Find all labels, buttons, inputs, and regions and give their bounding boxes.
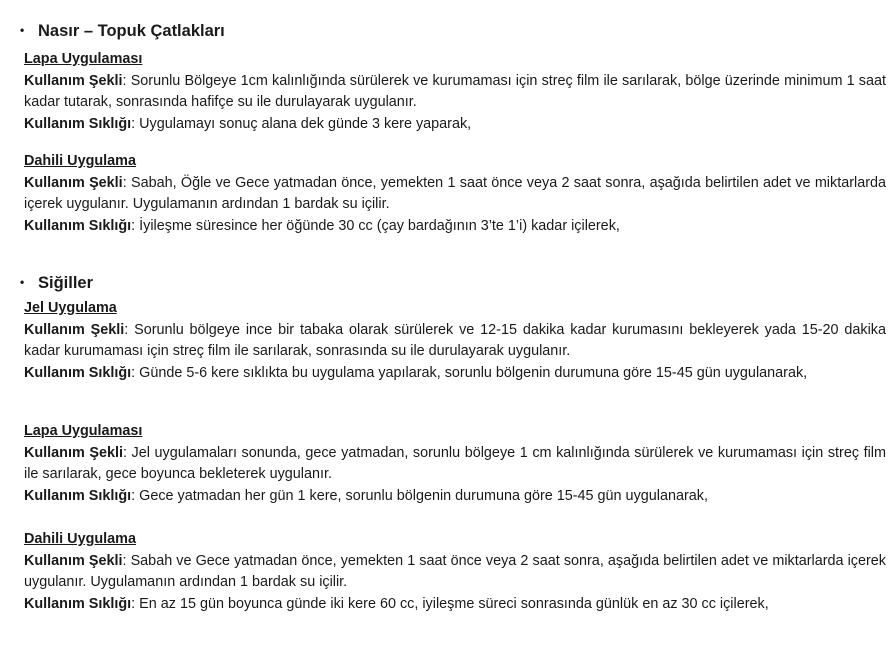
- usage-text: : Jel uygulamaları sonunda, gece yatmadan, sorunlu bölgeye 1 cm kalınlığında sürülerek ve kurumaması için streç film ile sarılarak, gece boyunca bekleterek uygulanır.: [24, 444, 886, 483]
- frequency-paragraph: [24, 114, 886, 136]
- frequency-label: Kullanım Sıklığı: [24, 218, 132, 235]
- frequency-text: : Gece yatmadan her gün 1 kere, sorunlu bölgenin durumuna göre 15-45 gün uygulanarak,: [131, 488, 708, 505]
- usage-paragraph: [24, 320, 886, 363]
- usage-label: Kullanım Şekli: [24, 444, 123, 461]
- frequency-paragraph: [24, 594, 886, 616]
- frequency-paragraph: [24, 363, 886, 385]
- section-title: Siğiller: [38, 274, 94, 292]
- bullet-icon: •: [20, 275, 25, 289]
- frequency-text: : Uygulamayı sonuç alana dek günde 3 kere yaparak,: [131, 116, 472, 133]
- section-title: Nasır – Topuk Çatlakları: [38, 22, 225, 40]
- dahili-uygulama-block: [24, 529, 886, 616]
- usage-paragraph: [24, 551, 886, 594]
- lapa-uygulamasi-block: [24, 49, 886, 136]
- usage-paragraph: [24, 443, 886, 486]
- frequency-label: Kullanım Sıklığı: [24, 596, 132, 613]
- usage-text: : Sorunlu Bölgeye 1cm kalınlığında sürülerek ve kurumaması için streç film ile sarılarak, bölge üzerinde minimum 1 saat kadar tutarak, sonrasında hafifçe su ile durulayarak uygulanır.: [24, 72, 886, 111]
- block-subtitle: Jel Uygulama: [24, 300, 117, 316]
- usage-text: : Sabah, Öğle ve Gece yatmadan önce, yemekten 1 saat önce veya 2 saat sonra, aşağıda belirtilen adet ve miktarlarda içerek uygulanır. Uygulamanın ardından 1 bardak su içilir.: [24, 174, 886, 213]
- section-heading-nasir: [20, 20, 225, 41]
- block-subtitle: Dahili Uygulama: [24, 153, 136, 169]
- usage-text: : Sorunlu bölgeye ince bir tabaka olarak sürülerek ve 12-15 dakika kadar kurumasını bekleyerek yada 15-20 dakika kadar kurumaması için streç film ile sarılarak, sonrasında su ile durulayarak uygulanır.: [24, 321, 886, 360]
- usage-label: Kullanım Şekli: [24, 72, 123, 89]
- frequency-label: Kullanım Sıklığı: [24, 365, 132, 382]
- usage-paragraph: [24, 173, 886, 216]
- usage-label: Kullanım Şekli: [24, 552, 123, 569]
- frequency-label: Kullanım Sıklığı: [24, 488, 132, 505]
- frequency-text: : İyileşme süresince her öğünde 30 cc (çay bardağının 3’te 1’i) kadar içilerek,: [131, 218, 620, 235]
- block-subtitle: Lapa Uygulaması: [24, 51, 143, 67]
- jel-uygulama-block: [24, 298, 886, 385]
- usage-text: : Sabah ve Gece yatmadan önce, yemekten 1 saat önce veya 2 saat sonra, aşağıda belirtilen adet ve miktarlarda içerek uygulanır. Uygulamanın ardından 1 bardak su içilir.: [24, 552, 886, 591]
- block-subtitle: Lapa Uygulaması: [24, 423, 143, 439]
- dahili-uygulama-block: [24, 151, 886, 238]
- frequency-paragraph: [24, 486, 886, 508]
- frequency-text: : Günde 5-6 kere sıklıkta bu uygulama yapılarak, sorunlu bölgenin durumuna göre 15-45 gün uygulanarak,: [131, 365, 808, 382]
- block-subtitle: Dahili Uygulama: [24, 531, 136, 547]
- bullet-icon: •: [20, 23, 25, 37]
- usage-paragraph: [24, 71, 886, 114]
- usage-label: Kullanım Şekli: [24, 321, 125, 338]
- frequency-paragraph: [24, 216, 886, 238]
- lapa-uygulamasi-block: [24, 421, 886, 508]
- frequency-label: Kullanım Sıklığı: [24, 116, 132, 133]
- section-heading-sigiller: [20, 272, 93, 293]
- usage-label: Kullanım Şekli: [24, 174, 123, 191]
- frequency-text: : En az 15 gün boyunca günde iki kere 60 cc, iyileşme süreci sonrasında günlük en az 30 cc içilerek,: [131, 596, 769, 613]
